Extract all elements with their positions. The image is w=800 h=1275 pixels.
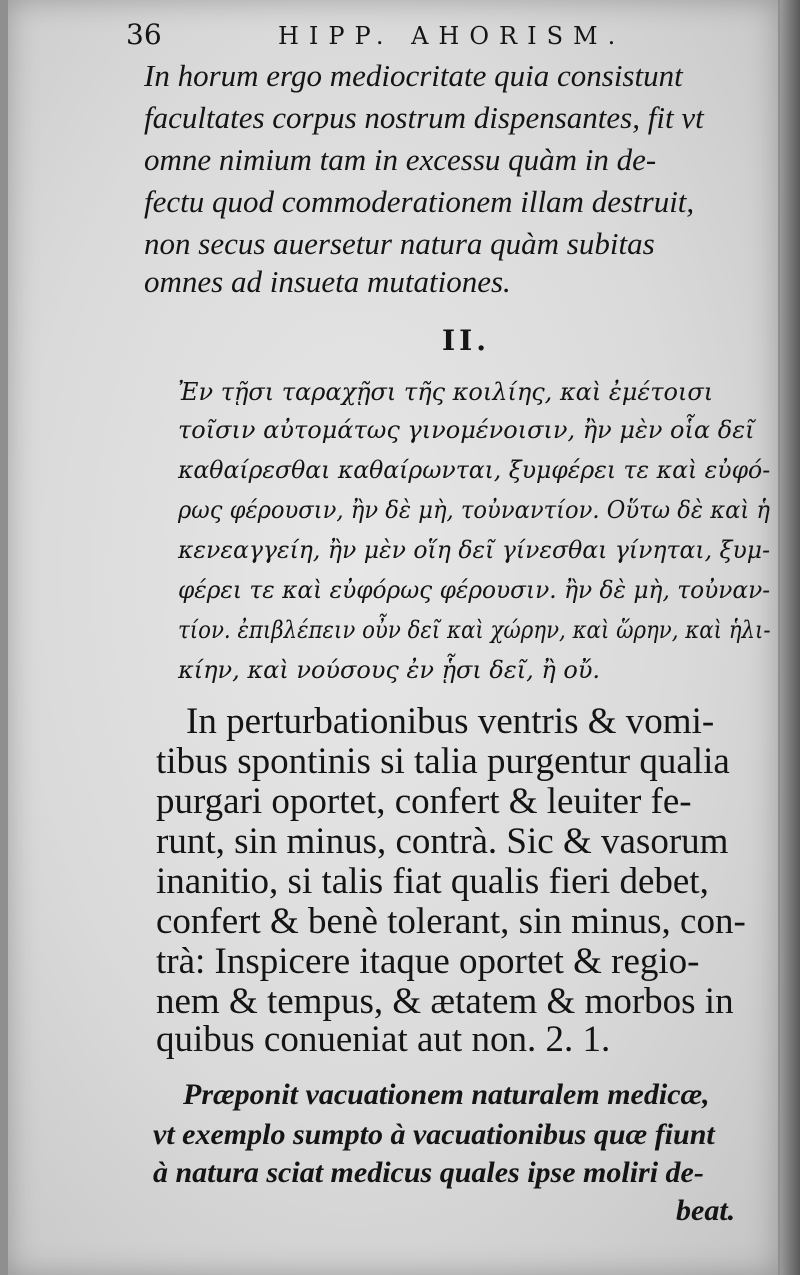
- latin-line: purgari oportet, confert & leuiter fe-: [156, 781, 692, 822]
- page-number: 36: [126, 18, 162, 51]
- book-page: [8, 0, 778, 1275]
- greek-line: Ἐν τῇσι ταραχῇσι τῆς κοιλίης, καὶ ἐμέτοισι: [178, 378, 714, 406]
- aphorism-number: II.: [442, 324, 490, 357]
- commentary-line: Præponit vacuationem naturalem medicæ,: [183, 1078, 710, 1111]
- greek-line: φέρει τε καὶ εὐφόρως φέρουσιν. ἢν δὲ μὴ, τοὐναν-: [178, 576, 771, 604]
- latin-line: runt, sin minus, contrà. Sic & vasorum: [156, 821, 729, 862]
- latin-line: confert & benè tolerant, sin minus, con-: [156, 901, 746, 942]
- greek-line: τοῖσιν αὐτομάτως γινομένοισιν, ἢν μὲν οἷα δεῖ: [178, 416, 755, 444]
- running-head: HIPP. AHORISM.: [278, 22, 626, 50]
- commentary-line: vt exemplo sumpto à vacuationibus quæ fiunt: [153, 1118, 715, 1151]
- commentary-line: beat.: [676, 1194, 736, 1227]
- latin-line: quibus conueniat aut non. 2. 1.: [156, 1019, 611, 1060]
- commentary-line: facultates corpus nostrum dispensantes, fit vt: [144, 100, 704, 135]
- commentary-line: fectu quod commoderationem illam destruit,: [144, 184, 695, 219]
- commentary-line: omnes ad insueta mutationes.: [144, 264, 511, 299]
- latin-line: inanitio, si talis fiat qualis fieri debet,: [156, 861, 709, 902]
- greek-line: καθαίρεσθαι καθαίρωνται, ξυμφέρει τε καὶ εὐφό-: [178, 456, 771, 484]
- latin-line: tibus spontinis si talia purgentur qualia: [156, 741, 730, 782]
- latin-line: In perturbationibus ventris & vomi-: [186, 701, 715, 742]
- latin-line: nem & tempus, & ætatem & morbos in: [156, 981, 734, 1022]
- commentary-line: non secus auersetur natura quàm subitas: [144, 226, 655, 261]
- latin-line: trà: Inspicere itaque oportet & regio-: [156, 941, 700, 982]
- greek-line: κίην, καὶ νούσους ἐν ᾗσι δεῖ, ἢ οὔ.: [178, 656, 601, 684]
- commentary-line: In horum ergo mediocritate quia consistunt: [144, 58, 683, 93]
- commentary-line: à natura sciat medicus quales ipse moliri de-: [153, 1156, 704, 1189]
- greek-line: τίον. ἐπιβλέπειν οὖν δεῖ καὶ χώρην, καὶ ὥρην, καὶ ἡλι-: [178, 616, 771, 644]
- greek-line: ρως φέρουσιν, ἢν δὲ μὴ, τοὐναντίον. Οὕτω δὲ καὶ ἡ: [178, 496, 770, 524]
- commentary-line: omne nimium tam in excessu quàm in de-: [144, 142, 657, 177]
- page-header: [118, 18, 678, 58]
- binding-edge: [780, 0, 800, 1275]
- greek-line: κενεαγγείη, ἢν μὲν οἵη δεῖ γίνεσθαι γίνηται, ξυμ-: [178, 536, 771, 564]
